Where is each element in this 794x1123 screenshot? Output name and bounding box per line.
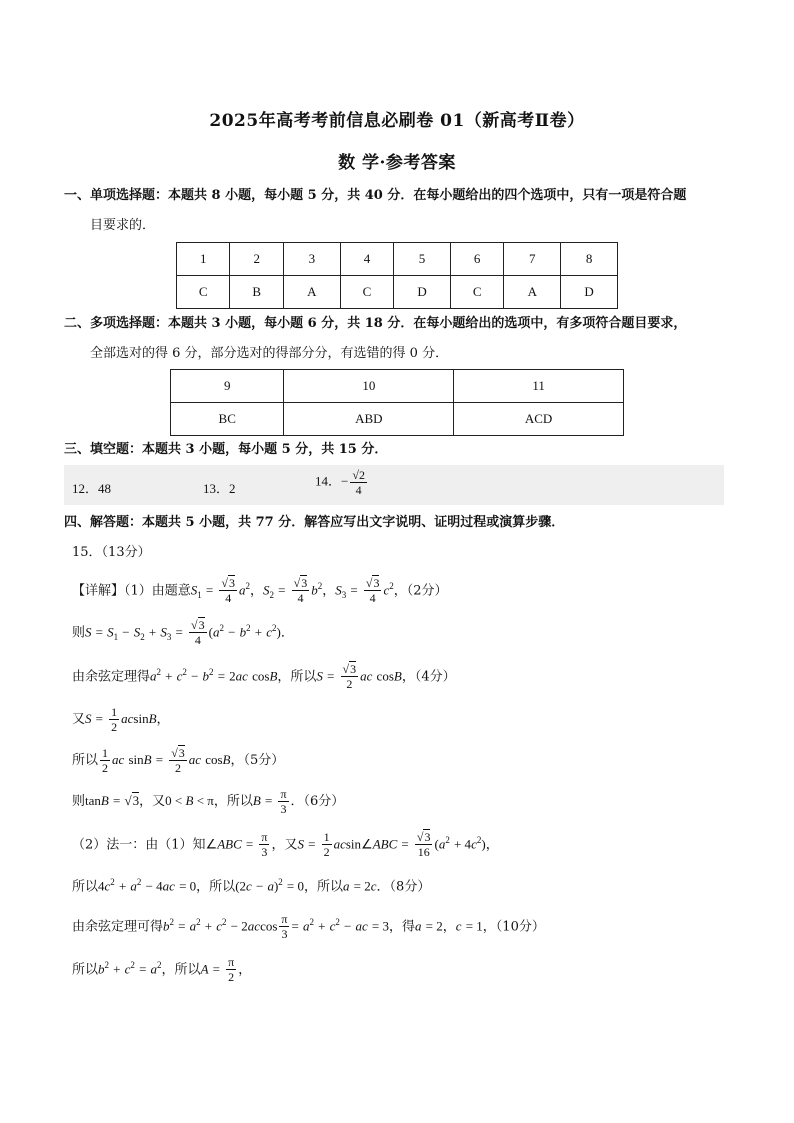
table-cell: 4 xyxy=(340,243,393,276)
table-cell: C xyxy=(450,276,503,309)
table-cell: A xyxy=(504,276,561,309)
fill-blank-answers xyxy=(64,465,724,505)
solution-line-7: （2）法一：由（1）知∠ABC = $\frac{\pi}{3}$ ，又S = $\frac{1}{2}$ acsin∠ABC = $\frac{√3}{16}$ $(a^2 + 4c^2)$， xyxy=(72,830,499,860)
solution-line-3: 由余弦定理得$a^2 + c^2 - b^2 = 2ac$ cosB，所以S = $\frac{√3}{2}$ ac cosB，（4分） xyxy=(72,662,456,692)
table-cell: 8 xyxy=(561,243,618,276)
solution-line-10: 所以$b^2 + c^2 = a^2$，所以A = $\frac{\pi}{2}$ ， xyxy=(72,955,252,985)
table-cell: D xyxy=(561,276,618,309)
table-row xyxy=(171,403,624,436)
question-15-label: 15．（13分） xyxy=(72,545,151,560)
section1-heading-cont: 目要求的． xyxy=(90,218,156,233)
table-cell: D xyxy=(394,276,451,309)
table-cell: 5 xyxy=(394,243,451,276)
answer-14: 14．− $\frac{√2}{4}$ xyxy=(315,468,365,497)
table-cell: 7 xyxy=(504,243,561,276)
table-cell: ABD xyxy=(284,403,454,436)
answer-12: 12．48 xyxy=(72,481,112,496)
table-cell: 2 xyxy=(230,243,283,276)
table-cell: BC xyxy=(171,403,284,436)
solution-line-1: 【详解】（1）由题意$S_1$ = $\frac{√3}{4}$ $a^2$，$S_2$ = $\frac{√3}{4}$ $b^2$，$S_3$ = $\frac{√3}{4}$ $c^2$，（2分） xyxy=(72,576,448,606)
solution-line-5: 所以 $\frac{1}{2}$ ac sinB = $\frac{√3}{2}$ ac cosB，（5分） xyxy=(72,746,285,775)
table-cell: 11 xyxy=(454,370,624,403)
solution-line-4: 又S = $\frac{1}{2}$ acsinB， xyxy=(72,705,170,734)
page-subtitle: 数 学·参考答案 xyxy=(338,153,456,173)
table-cell: 6 xyxy=(450,243,503,276)
section2-heading-cont: 全部选对的得 6 分，部分选对的得部分分，有选错的得 0 分． xyxy=(90,346,449,361)
solution-line-6: 则tanB = √3，又0 < B < π，所以B = $\frac{\pi}{3}$ ．（6分） xyxy=(72,787,345,816)
table-cell: 10 xyxy=(284,370,454,403)
table-cell: C xyxy=(340,276,393,309)
table-row xyxy=(171,370,624,403)
solution-line-8: 所以$4c^2 + a^2 - 4ac = 0$，所以$(2c - a)^2 = 0$，所以a = 2c．（8分） xyxy=(72,877,431,895)
section1-heading: 一、单项选择题：本题共 8 小题，每小题 5 分，共 40 分．在每小题给出的四个选项中，只有一项是符合题 xyxy=(64,188,687,203)
section2-heading: 二、多项选择题：本题共 3 小题，每小题 6 分，共 18 分．在每小题给出的选项中，有多项符合题目要求， xyxy=(64,316,687,331)
section4-heading: 四、解答题：本题共 5 小题，共 77 分．解答应写出文字说明、证明过程或演算步骤． xyxy=(64,515,565,530)
solution-line-2: 则$S = S_1 - S_2 + S_3$ = $\frac{√3}{4}$ $(a^2 - b^2 + c^2)$． xyxy=(72,618,294,648)
table-row xyxy=(177,243,618,276)
solution-line-9: 由余弦定理可得$b^2 = a^2 + c^2 - 2accos$ $\frac{\pi}{3}$ = $a^2 + c^2$ − ac = 3，得a = 2，c = 1，（10分） xyxy=(72,912,545,942)
table-cell: B xyxy=(230,276,283,309)
table-cell: 1 xyxy=(177,243,230,276)
table-cell: A xyxy=(283,276,340,309)
table-cell: ACD xyxy=(454,403,624,436)
multi-choice-answer-table xyxy=(170,369,624,436)
table-cell: C xyxy=(177,276,230,309)
answer-13: 13．2 xyxy=(203,481,236,496)
table-cell: 9 xyxy=(171,370,284,403)
single-choice-answer-table xyxy=(176,242,618,309)
section3-heading: 三、填空题：本题共 3 小题，每小题 5 分，共 15 分． xyxy=(64,442,388,457)
table-row xyxy=(177,276,618,309)
table-cell: 3 xyxy=(283,243,340,276)
page-title: 2025年高考考前信息必刷卷 01（新高考Ⅱ卷） xyxy=(209,111,585,131)
